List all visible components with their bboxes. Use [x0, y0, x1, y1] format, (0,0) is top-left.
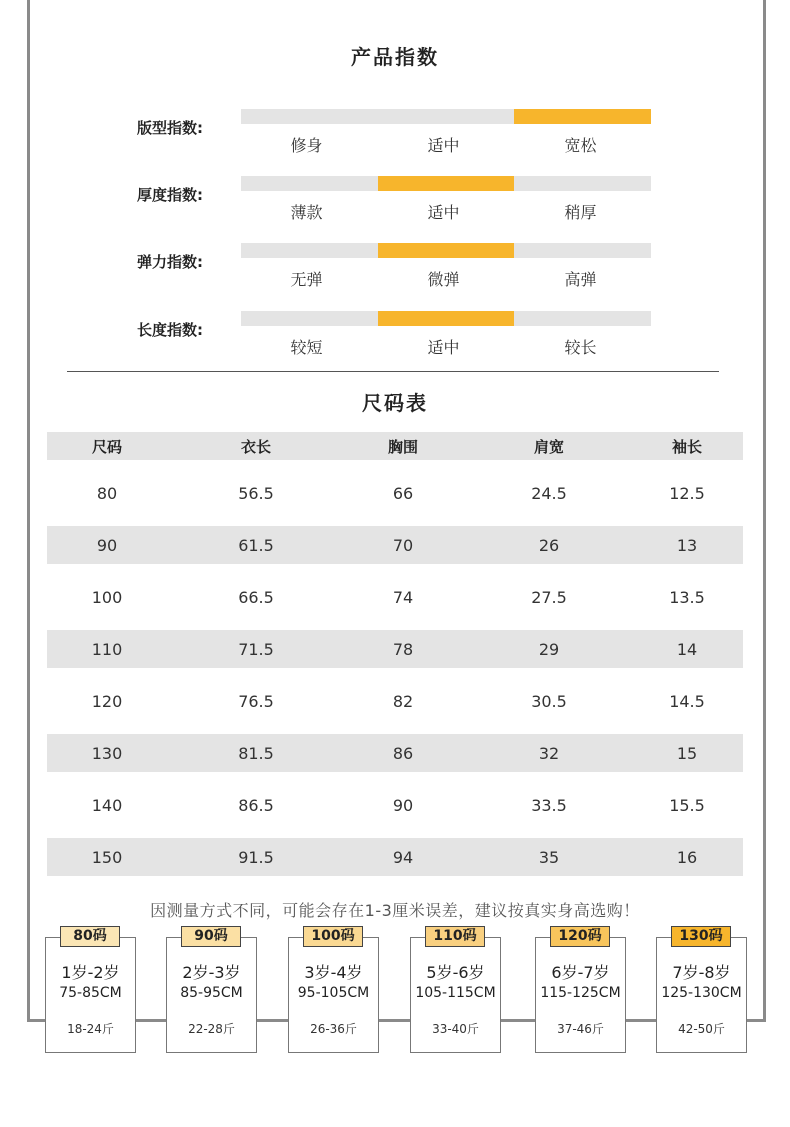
table-row	[47, 630, 743, 668]
table-cell: 100	[91, 587, 123, 607]
weight-range: 22-28斤	[188, 1022, 235, 1036]
age-range: 7岁-8岁	[672, 963, 731, 982]
weight-range: 42-50斤	[678, 1022, 725, 1036]
table-cell: 16	[676, 847, 698, 867]
table-cell: 150	[91, 847, 123, 867]
table-cell: 14	[676, 639, 698, 659]
table-cell: 74	[392, 587, 414, 607]
table-cell: 66.5	[238, 587, 274, 607]
table-header-cell: 衣长	[240, 437, 271, 456]
table-cell: 82	[392, 691, 414, 711]
index-bar-segment	[241, 243, 378, 258]
table-row	[47, 460, 743, 526]
size-badge: 110码	[425, 926, 485, 947]
index-option: 适中	[427, 338, 460, 357]
table-cell: 35	[538, 847, 560, 867]
height-range: 115-125CM	[540, 985, 621, 1001]
index-bar	[241, 311, 651, 326]
weight-range: 33-40斤	[432, 1022, 479, 1036]
index-bar-segment	[378, 109, 515, 124]
index-bar-segment	[514, 176, 651, 191]
age-range: 1岁-2岁	[61, 963, 120, 982]
size-table	[47, 432, 743, 876]
table-row	[47, 564, 743, 630]
section-divider	[67, 371, 719, 372]
index-row	[0, 243, 790, 303]
table-row	[47, 772, 743, 838]
size-card	[535, 928, 626, 1053]
table-cell: 61.5	[238, 535, 274, 555]
index-option: 适中	[427, 136, 460, 155]
height-range: 95-105CM	[297, 985, 370, 1001]
table-header-row	[47, 432, 743, 460]
index-row	[0, 109, 790, 169]
table-cell: 110	[91, 639, 123, 659]
height-range: 85-95CM	[180, 985, 243, 1001]
table-cell: 120	[91, 691, 123, 711]
size-badge: 120码	[550, 926, 610, 947]
size-badge: 130码	[671, 926, 731, 947]
index-bar-selected-segment	[378, 243, 515, 258]
index-bar	[241, 176, 651, 191]
table-cell: 80	[96, 483, 118, 503]
size-badge: 100码	[303, 926, 363, 947]
table-header-cell: 胸围	[387, 437, 418, 456]
table-cell: 71.5	[238, 639, 274, 659]
table-cell: 140	[91, 795, 123, 815]
height-range: 105-115CM	[415, 985, 496, 1001]
index-bar-segment	[514, 243, 651, 258]
index-bar-selected-segment	[378, 311, 515, 326]
table-cell: 32	[538, 743, 560, 763]
age-range: 2岁-3岁	[182, 963, 241, 982]
table-cell: 90	[96, 535, 118, 555]
size-badge: 80码	[60, 926, 120, 947]
index-option: 修身	[290, 136, 323, 155]
index-bar-segment	[514, 311, 651, 326]
table-cell: 30.5	[531, 691, 567, 711]
table-cell: 70	[392, 535, 414, 555]
index-option: 宽松	[564, 136, 597, 155]
table-cell: 13.5	[669, 587, 705, 607]
size-badge: 90码	[181, 926, 241, 947]
index-bar	[241, 243, 651, 258]
index-label: 弹力指数:	[137, 253, 203, 271]
table-cell: 15.5	[669, 795, 705, 815]
weight-range: 18-24斤	[67, 1022, 114, 1036]
table-row	[47, 668, 743, 734]
table-cell: 56.5	[238, 483, 274, 503]
table-cell: 33.5	[531, 795, 567, 815]
index-bar-segment	[241, 311, 378, 326]
index-bar-segment	[241, 109, 378, 124]
age-range: 3岁-4岁	[304, 963, 363, 982]
table-cell: 86	[392, 743, 414, 763]
table-cell: 24.5	[531, 483, 567, 503]
size-card	[166, 928, 257, 1053]
index-bar	[241, 109, 651, 124]
index-bar-selected-segment	[514, 109, 651, 124]
table-cell: 94	[392, 847, 414, 867]
age-range: 6岁-7岁	[551, 963, 610, 982]
table-cell: 130	[91, 743, 123, 763]
table-cell: 27.5	[531, 587, 567, 607]
table-cell: 91.5	[238, 847, 274, 867]
size-card	[410, 928, 501, 1053]
index-label: 版型指数:	[137, 119, 203, 137]
table-cell: 12.5	[669, 483, 705, 503]
index-option: 微弹	[427, 270, 460, 289]
index-bar-selected-segment	[378, 176, 515, 191]
index-option: 高弹	[564, 270, 597, 289]
table-cell: 29	[538, 639, 560, 659]
table-header-cell: 袖长	[671, 437, 702, 456]
index-row	[0, 176, 790, 236]
table-cell: 78	[392, 639, 414, 659]
table-cell: 66	[392, 483, 414, 503]
weight-range: 37-46斤	[557, 1022, 604, 1036]
height-range: 125-130CM	[661, 985, 742, 1001]
table-cell: 81.5	[238, 743, 274, 763]
table-header-cell: 肩宽	[533, 437, 564, 456]
index-option: 无弹	[290, 270, 323, 289]
product-index-title: 产品指数	[351, 45, 439, 69]
index-bar-segment	[241, 176, 378, 191]
table-cell: 13	[676, 535, 698, 555]
size-table-title: 尺码表	[362, 391, 428, 415]
table-cell: 90	[392, 795, 414, 815]
table-cell: 76.5	[238, 691, 274, 711]
size-card	[656, 928, 747, 1053]
index-option: 较长	[564, 338, 597, 357]
index-option: 薄款	[290, 203, 323, 222]
age-range: 5岁-6岁	[426, 963, 485, 982]
measurement-note: 因测量方式不同，可能会存在1-3厘米误差，建议按真实身高选购！	[150, 901, 640, 920]
table-header-cell: 尺码	[91, 437, 122, 456]
table-cell: 15	[676, 743, 698, 763]
index-option: 稍厚	[564, 203, 597, 222]
table-row	[47, 838, 743, 876]
size-card	[45, 928, 136, 1053]
size-card	[288, 928, 379, 1053]
height-range: 75-85CM	[59, 985, 122, 1001]
index-option: 较短	[290, 338, 323, 357]
table-cell: 14.5	[669, 691, 705, 711]
index-row	[0, 311, 790, 371]
table-cell: 26	[538, 535, 560, 555]
table-cell: 86.5	[238, 795, 274, 815]
table-row	[47, 526, 743, 564]
index-label: 长度指数:	[137, 321, 203, 339]
table-row	[47, 734, 743, 772]
weight-range: 26-36斤	[310, 1022, 357, 1036]
index-label: 厚度指数:	[137, 186, 203, 204]
index-option: 适中	[427, 203, 460, 222]
